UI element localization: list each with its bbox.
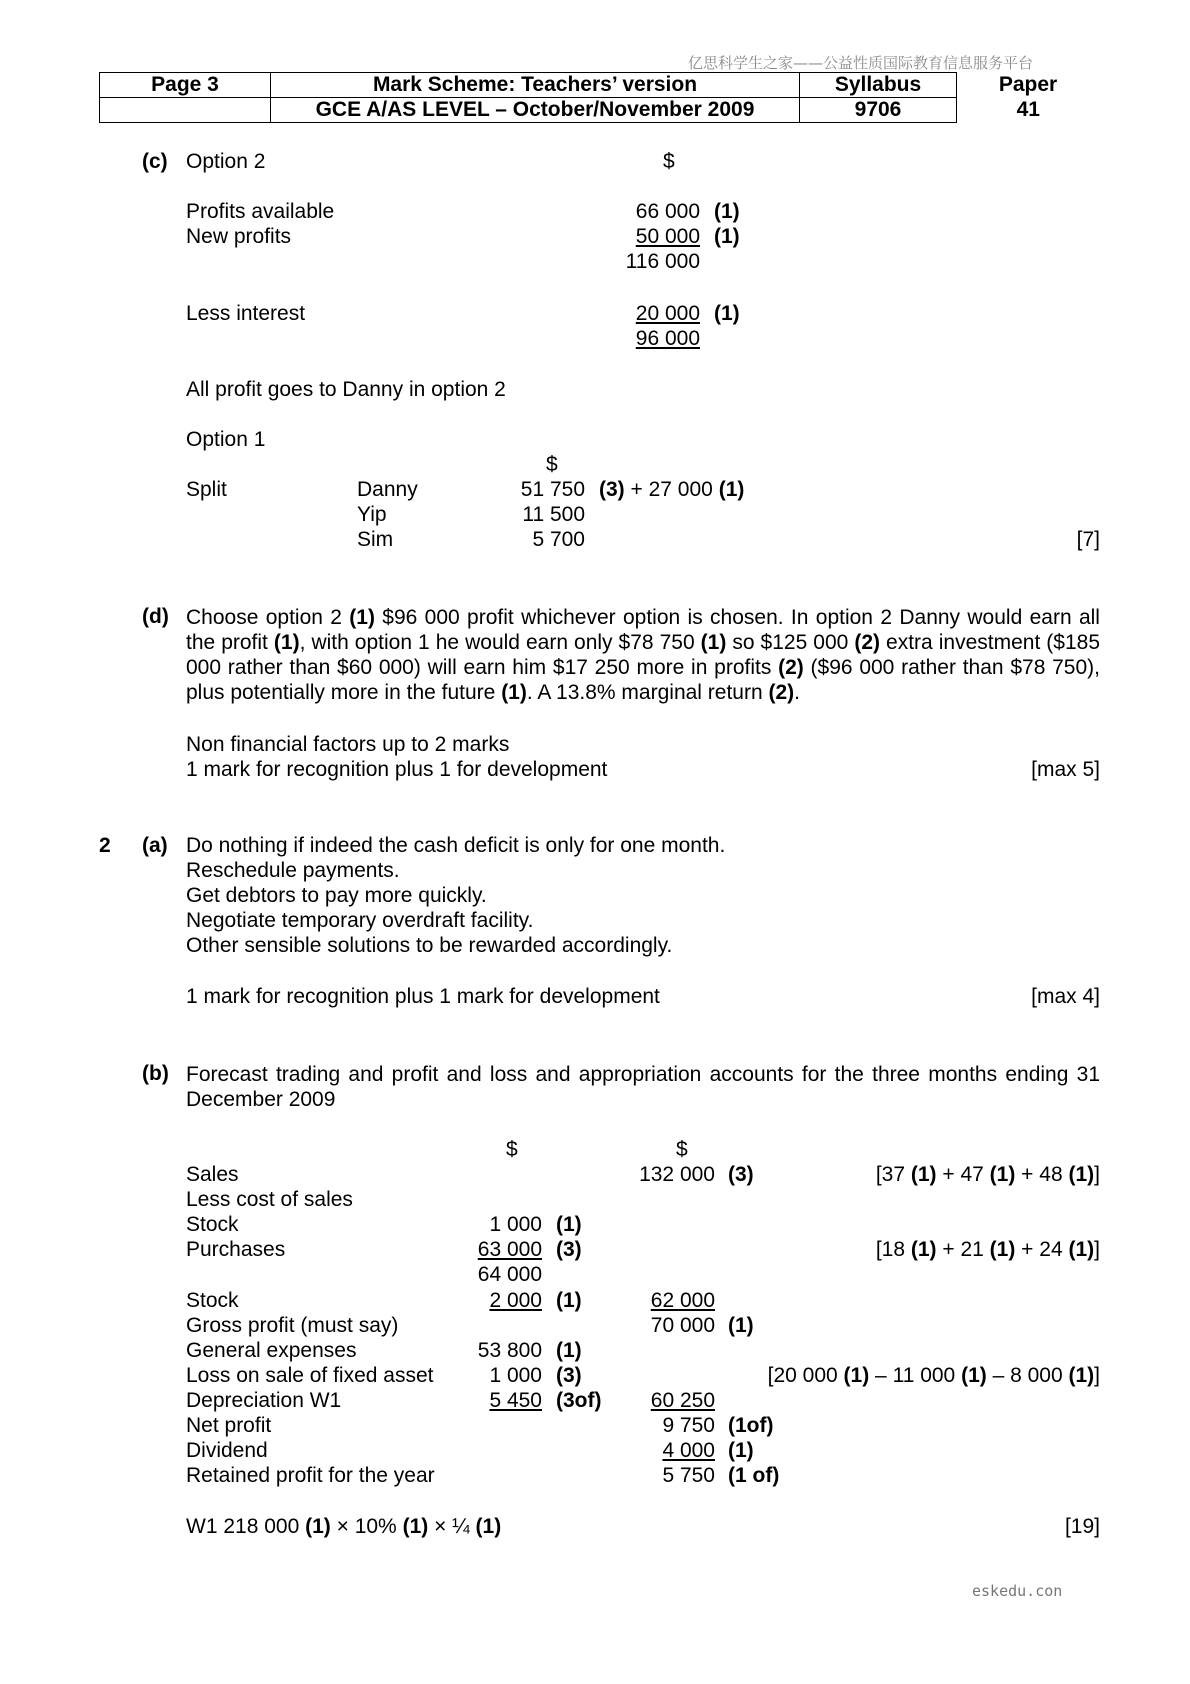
mark: (1) (728, 1439, 754, 1462)
loss-on-sale-label: Loss on sale of fixed asset (186, 1364, 434, 1387)
part-label-d: (d) (142, 605, 169, 628)
yip-label: Yip (357, 503, 387, 526)
dollar-header: $ (676, 1138, 688, 1161)
paper-value: 41 (1016, 98, 1040, 121)
d-paragraph: Choose option 2 (1) $96 000 profit whichever option is chosen. In option 2 Danny would earn all the profit (1), with option 1 he would earn only $78 750 (1) so $125 000 (2) extra investment ($185 000 rather than $60 000) will earn him $17 250 more in profits (2) ($96 000 rather than $78 750), plus potentially more in the future (1). A 13.8% marginal return (2). (186, 606, 1100, 704)
general-expenses-label: General expenses (186, 1339, 357, 1362)
marks-total-c: [7] (1076, 528, 1100, 551)
profits-available-value: 66 000 (635, 200, 700, 223)
profits-available-label: Profits available (186, 200, 335, 223)
answer-line: Do nothing if indeed the cash deficit is only for one month. (186, 834, 726, 857)
sales-value: 132 000 (639, 1163, 715, 1186)
question-number-2: 2 (99, 834, 111, 857)
watermark-top: 亿思科学生之家——公益性质国际教育信息服务平台 (688, 54, 1034, 72)
mark: (1) (556, 1339, 582, 1362)
closing-stock-value: 2 000 (489, 1289, 542, 1312)
answer-line: Reschedule payments. (186, 859, 400, 882)
dividend-value: 4 000 (662, 1439, 715, 1462)
danny-marks: (3) + 27 000 (1) (599, 478, 745, 501)
cost-of-sales-value: 62 000 (650, 1289, 715, 1312)
general-expenses-value: 53 800 (477, 1339, 542, 1362)
sales-label: Sales (186, 1163, 239, 1186)
mark: (3) (556, 1238, 582, 1261)
loss-on-sale-value: 1 000 (489, 1364, 542, 1387)
opening-stock-value: 1 000 (489, 1213, 542, 1236)
mark: (1of) (728, 1414, 774, 1437)
marks-total-d: [max 5] (1031, 758, 1100, 781)
mark: (3) (728, 1163, 754, 1186)
split-label: Split (186, 478, 227, 501)
yip-value: 11 500 (522, 503, 585, 526)
mark: (1) (728, 1314, 754, 1337)
b-intro: Forecast trading and profit and loss and appropriation accounts for the three months ending 31 December 2009 (186, 1063, 1100, 1111)
part-label-c: (c) (142, 150, 168, 173)
net-profit-value: 9 750 (662, 1414, 715, 1437)
non-financial-note: Non financial factors up to 2 marks (186, 733, 510, 756)
sim-label: Sim (357, 528, 394, 551)
danny-value: 51 750 (520, 478, 585, 501)
profits-subtotal: 116 000 (625, 250, 700, 273)
header-empty-cell (100, 98, 271, 123)
mark: (1) (556, 1289, 582, 1312)
paper-label: Paper (998, 73, 1058, 96)
recognition-note: 1 mark for recognition plus 1 for development (186, 758, 608, 781)
mark-scheme-title: Mark Scheme: Teachers’ version (271, 73, 800, 98)
mark: (3of) (556, 1389, 602, 1412)
option2-heading: Option 2 (186, 150, 266, 173)
gross-profit-value: 70 000 (650, 1314, 715, 1337)
dollar-header: $ (546, 453, 558, 476)
answer-line: Negotiate temporary overdraft facility. (186, 909, 534, 932)
syllabus-value: 9706 (800, 98, 957, 123)
retained-profit-value: 5 750 (662, 1464, 715, 1487)
retained-profit-label: Retained profit for the year (186, 1464, 435, 1487)
header-table (99, 72, 1100, 123)
working-w1: W1 218 000 (1) × 10% (1) × ¼ (1) (186, 1515, 502, 1538)
mark: (1) (714, 302, 740, 325)
mark: (1) (556, 1213, 582, 1236)
less-interest-value: 20 000 (635, 302, 700, 325)
dollar-header: $ (663, 150, 675, 173)
depreciation-label: Depreciation W1 (186, 1389, 342, 1412)
exam-title: GCE A/AS LEVEL – October/November 2009 (271, 98, 800, 123)
option1-heading: Option 1 (186, 428, 266, 451)
recognition-note: 1 mark for recognition plus 1 mark for development (186, 985, 660, 1008)
total-expenses-value: 60 250 (650, 1389, 715, 1412)
mark: (1 of) (728, 1464, 780, 1487)
watermark-bottom: eskedu.con (972, 1582, 1063, 1600)
part-label-b: (b) (142, 1062, 169, 1085)
less-cost-of-sales-label: Less cost of sales (186, 1188, 353, 1211)
dollar-header: $ (506, 1138, 518, 1161)
marks-total-2a: [max 4] (1031, 985, 1100, 1008)
mark: (1) (714, 225, 740, 248)
sales-note: [37 (1) + 47 (1) + 48 (1)] (875, 1163, 1100, 1186)
all-profit-note: All profit goes to Danny in option 2 (186, 378, 506, 401)
opening-stock-label: Stock (186, 1213, 239, 1236)
mark: (1) (714, 200, 740, 223)
depreciation-value: 5 450 (489, 1389, 542, 1412)
syllabus-label: Syllabus (800, 73, 957, 98)
new-profits-value: 50 000 (635, 225, 700, 248)
less-interest-label: Less interest (186, 302, 306, 325)
marks-total-2b: [19] (1064, 1515, 1100, 1538)
closing-stock-label: Stock (186, 1289, 239, 1312)
mark: (3) (556, 1364, 582, 1387)
loss-note: [20 000 (1) – 11 000 (1) – 8 000 (1)] (767, 1364, 1100, 1387)
danny-label: Danny (357, 478, 418, 501)
profit-total: 96 000 (635, 327, 700, 350)
sim-value: 5 700 (532, 528, 585, 551)
page-number: Page 3 (100, 73, 271, 98)
dividend-label: Dividend (186, 1439, 268, 1462)
net-profit-label: Net profit (186, 1414, 272, 1437)
purchases-value: 63 000 (477, 1238, 542, 1261)
answer-line: Other sensible solutions to be rewarded accordingly. (186, 934, 673, 957)
gross-profit-label: Gross profit (must say) (186, 1314, 399, 1337)
purchases-label: Purchases (186, 1238, 286, 1261)
answer-line: Get debtors to pay more quickly. (186, 884, 487, 907)
goods-available-subtotal: 64 000 (477, 1263, 542, 1286)
purchases-note: [18 (1) + 21 (1) + 24 (1)] (875, 1238, 1100, 1261)
part-label-a: (a) (142, 834, 168, 857)
new-profits-label: New profits (186, 225, 292, 248)
